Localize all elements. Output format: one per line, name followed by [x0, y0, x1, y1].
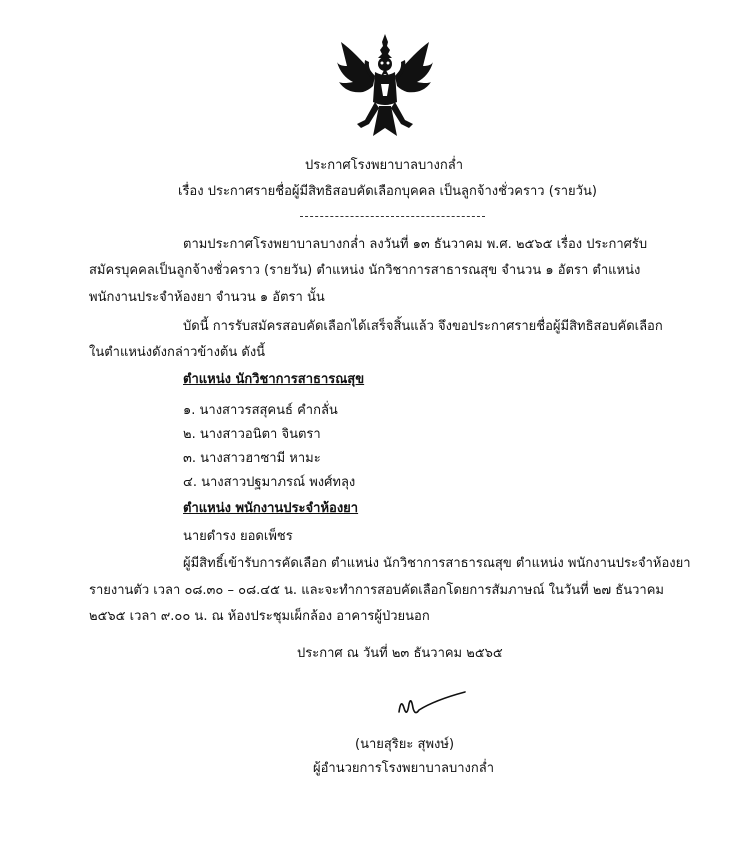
- announcement-org-title: ประกาศโรงพยาบาลบางกล่ำ: [305, 158, 463, 173]
- signatory-title: ผู้อำนวยการโรงพยาบาลบางกล่ำ: [313, 761, 495, 776]
- para2-line2: ในตำแหน่งดังกล่าวข้างต้น ดังนี้: [89, 345, 266, 360]
- para3-line2: รายงานตัว เวลา ๐๘.๓๐ – ๐๘.๔๕ น. และจะทำการสอบคัดเลือกโดยการสัมภาษณ์ ในวันที่ ๒๗ ธันวาคม: [89, 583, 664, 598]
- section2-heading: ตำแหน่ง พนักงานประจำห้องยา: [183, 501, 359, 516]
- para1-line1: ตามประกาศโรงพยาบาลบางกล่ำ ลงวันที่ ๑๓ ธันวาคม พ.ศ. ๒๕๖๕ เรื่อง ประกาศรับ: [183, 237, 648, 252]
- list-item: ๓. นางสาวฮาซามี หามะ: [183, 451, 321, 466]
- list-item: นายดำรง ยอดเพ็ชร: [183, 529, 293, 544]
- signatory-name: (นายสุริยะ สุพงษ์): [355, 737, 455, 752]
- announcement-subject: เรื่อง ประกาศรายชื่อผู้มีสิทธิสอบคัดเลือกบุคคล เป็นลูกจ้างชั่วคราว (รายวัน): [178, 184, 597, 199]
- para1-line2: สมัครบุคคลเป็นลูกจ้างชั่วคราว (รายวัน) ตำแหน่ง นักวิชาการสาธารณสุข จำนวน ๑ อัตรา ตำแหน่ง: [89, 263, 641, 278]
- garuda-emblem-icon: [335, 32, 435, 142]
- list-item: ๔. นางสาวปฐมาภรณ์ พงศ์ทลุง: [183, 475, 356, 490]
- signature-icon: [395, 688, 470, 724]
- list-item: ๒. นางสาวอนิตา จินตรา: [183, 427, 321, 442]
- section1-heading: ตำแหน่ง นักวิชาการสาธารณสุข: [183, 372, 365, 387]
- para3-line1: ผู้มีสิทธิ์เข้ารับการคัดเลือก ตำแหน่ง นักวิชาการสาธารณสุข ตำแหน่ง พนักงานประจำห้องยา: [183, 556, 691, 571]
- para2-line1: บัดนี้ การรับสมัครสอบคัดเลือกได้เสร็จสิ้นแล้ว จึงขอประกาศรายชื่อผู้มีสิทธิสอบคัดเลือก: [183, 319, 663, 334]
- para1-line3: พนักงานประจำห้องยา จำนวน ๑ อัตรา นั้น: [89, 290, 325, 305]
- announcement-date: ประกาศ ณ วันที่ ๒๓ ธันวาคม ๒๕๖๕: [297, 646, 503, 661]
- separator-line: [300, 216, 485, 217]
- list-item: ๑. นางสาวรสสุคนธ์ คำกลั่น: [183, 403, 338, 418]
- para3-line3: ๒๕๖๕ เวลา ๙.๐๐ น. ณ ห้องประชุมเผ็กล้อง อาคารผู้ป่วยนอก: [89, 609, 430, 624]
